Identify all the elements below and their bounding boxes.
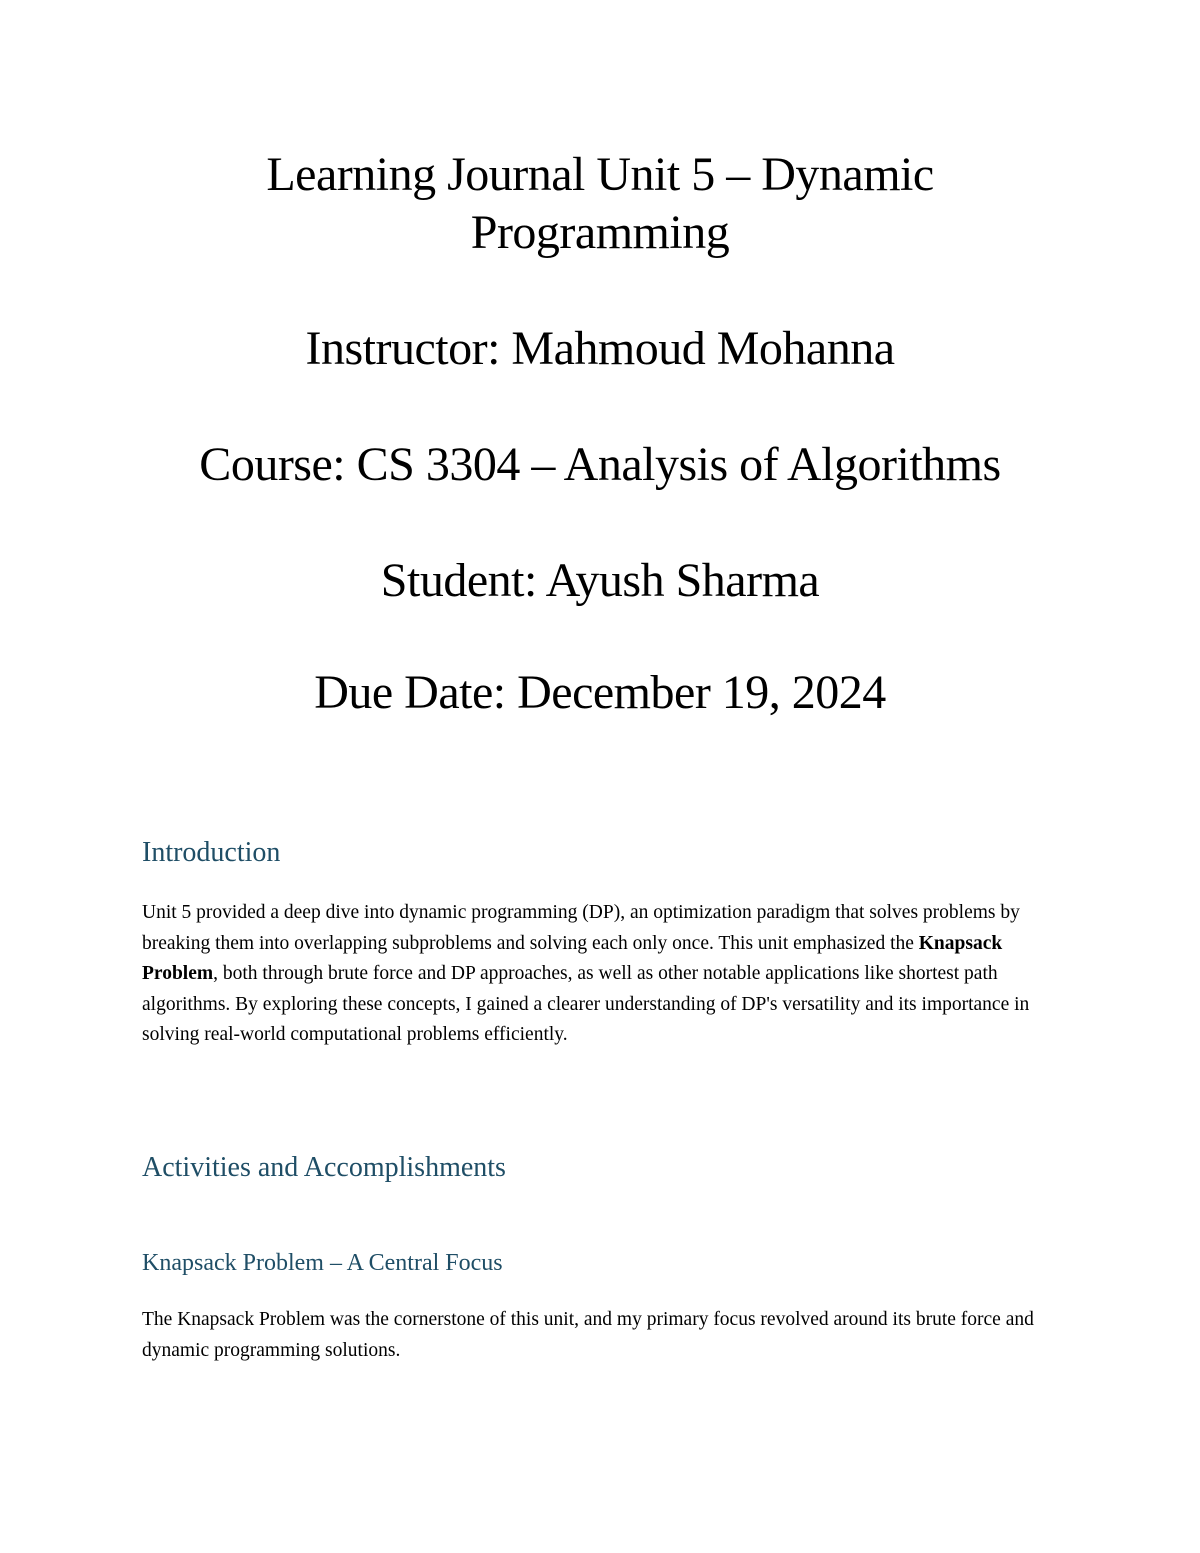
document-title	[100, 146, 1100, 262]
activities-heading: Activities and Accomplishments	[142, 1152, 506, 1183]
introduction-paragraph	[142, 898, 1062, 1051]
student-line: Student: Ayush Sharma	[380, 554, 820, 607]
knapsack-subheading: Knapsack Problem – A Central Focus	[142, 1250, 503, 1276]
instructor-line: Instructor: Mahmoud Mohanna	[305, 322, 895, 375]
title-line-2: Programming	[470, 206, 730, 259]
knapsack-paragraph: The Knapsack Problem was the cornerstone of this unit, and my primary focus revolved around its brute force and dynamic programming solutions.	[142, 1309, 1034, 1361]
due-date-line: Due Date: December 19, 2024	[314, 666, 886, 719]
course-line: Course: CS 3304 – Analysis of Algorithms	[199, 438, 1001, 491]
title-line-1: Learning Journal Unit 5 – Dynamic	[266, 148, 934, 201]
introduction-text-start: Unit 5 provided a deep dive into dynamic programming (DP), an optimization paradigm that solves problems by breaking them into overlapping subproblems and solving each only once. This unit emphasized the	[142, 902, 1020, 954]
introduction-heading: Introduction	[142, 837, 281, 868]
introduction-text-end: , both through brute force and DP approaches, as well as other notable applications like shortest path algorithms. By exploring these concepts, I gained a clearer understanding of DP's versatility and its importance in solving real-world computational problems efficiently.	[142, 963, 1030, 1045]
introduction-bold-term: Knapsack Problem	[142, 932, 1003, 984]
